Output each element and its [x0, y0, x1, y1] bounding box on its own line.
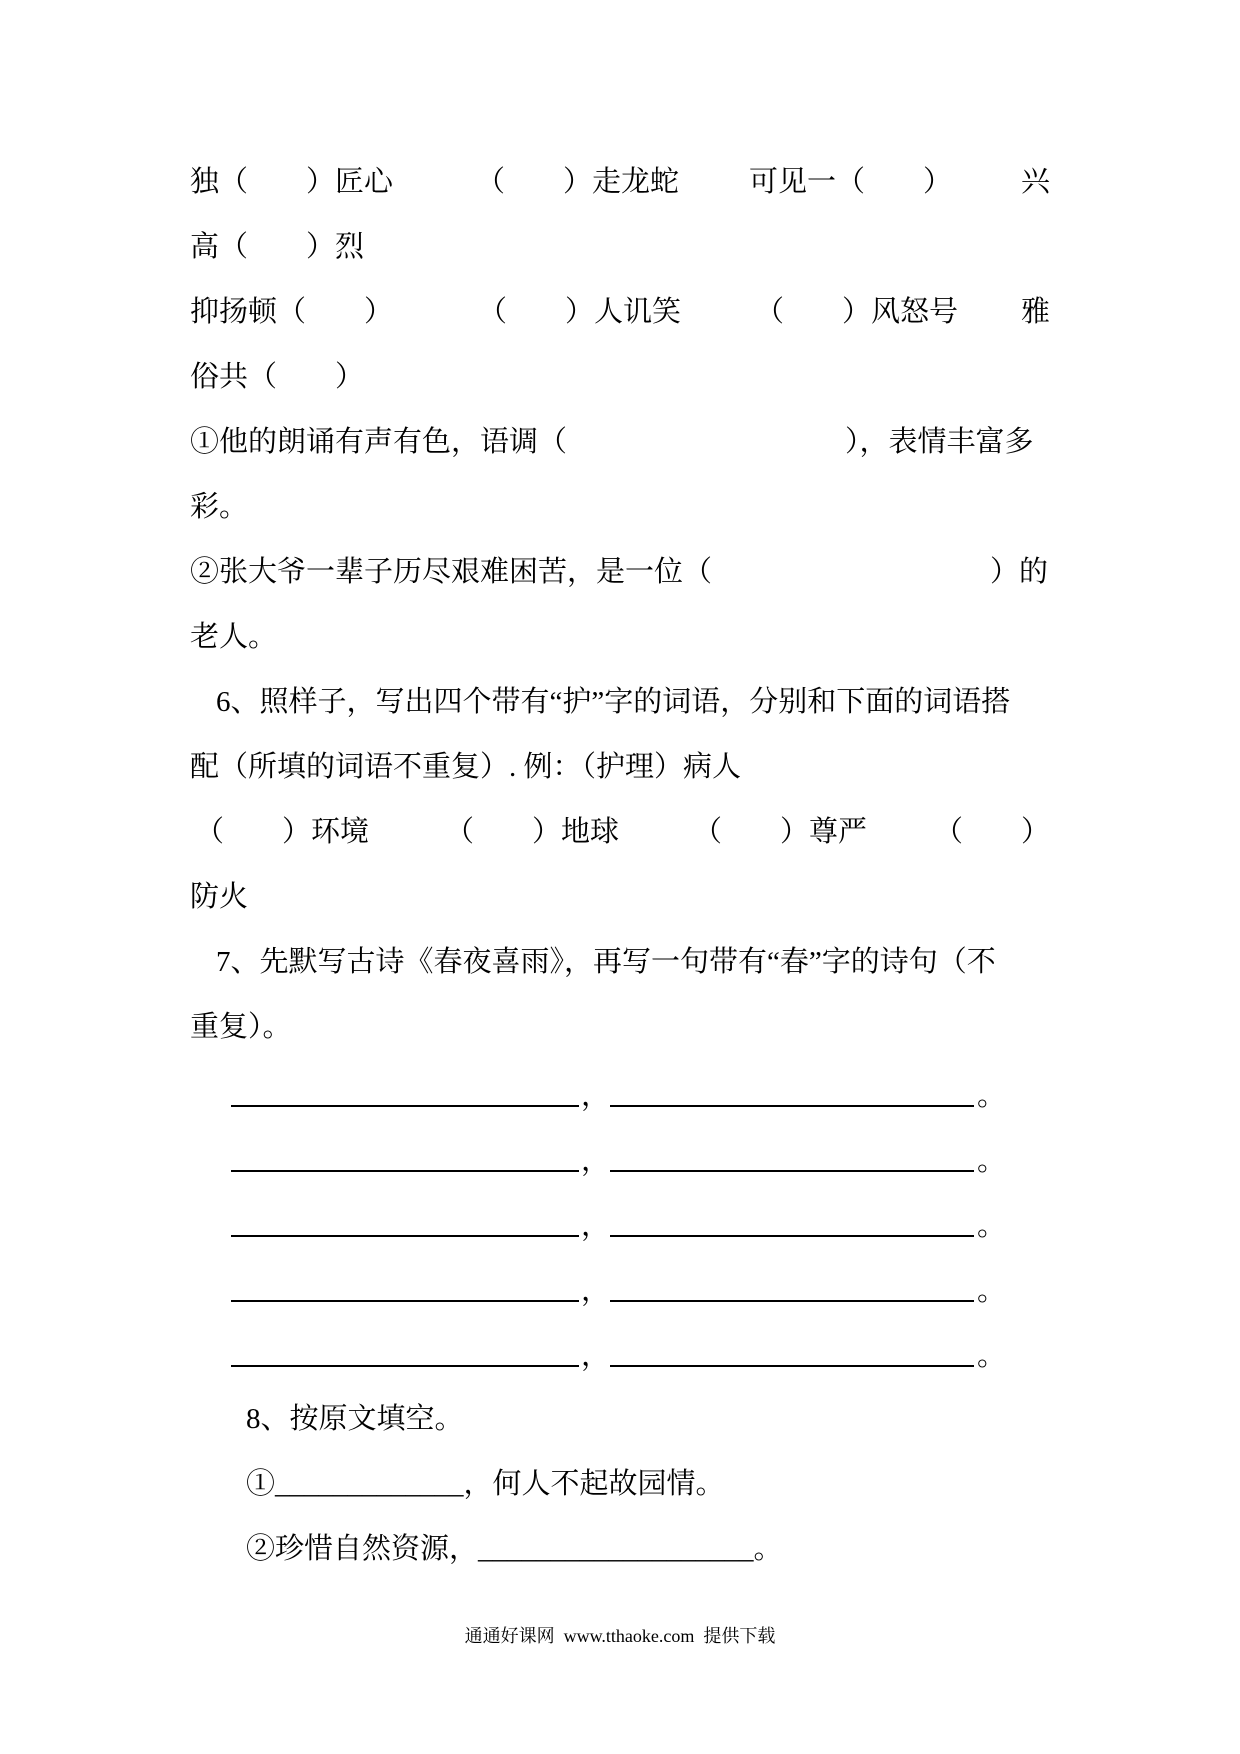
answer-underline: [610, 1300, 974, 1302]
answer-period: 。: [977, 1080, 1007, 1112]
word-blank: 防火: [190, 881, 249, 913]
idiom-blank: 俗共（ ）: [190, 361, 365, 393]
idiom-blank: 雅: [1021, 296, 1051, 328]
answer-comma: ，: [581, 1080, 611, 1112]
answer-underline: [231, 1300, 579, 1302]
sentence-line: ）的: [990, 556, 1049, 588]
answer-period: 。: [977, 1275, 1007, 1307]
answer-underline: [231, 1235, 579, 1237]
answer-period: 。: [977, 1340, 1007, 1372]
question-7-stem: 重复）。: [190, 1011, 292, 1043]
idiom-blank: （ ）人讥笑: [478, 296, 682, 328]
answer-row: [0, 1271, 1240, 1311]
idiom-blank: （ ）走龙蛇: [476, 166, 680, 198]
idiom-blank: 可见一（ ）: [749, 166, 953, 198]
answer-underline: [231, 1105, 579, 1107]
idiom-blank: 独（ ）匠心: [190, 166, 394, 198]
answer-period: 。: [977, 1145, 1007, 1177]
answer-underline: [610, 1365, 974, 1367]
fill-in-item: ②珍惜自然资源，___________________。: [246, 1533, 783, 1565]
answer-row: [0, 1336, 1240, 1376]
answer-underline: [610, 1170, 974, 1172]
idiom-blank: 高（ ）烈: [190, 231, 365, 263]
answer-row: [0, 1141, 1240, 1181]
answer-comma: ，: [581, 1340, 611, 1372]
word-blank: （ ）尊严: [693, 816, 868, 848]
answer-row: [0, 1076, 1240, 1116]
sentence-line: ），表情丰富多: [845, 426, 1034, 458]
fill-in-item: ①_____________，何人不起故园情。: [246, 1468, 725, 1500]
answer-row: [0, 1206, 1240, 1246]
answer-comma: ，: [581, 1275, 611, 1307]
answer-comma: ，: [581, 1145, 611, 1177]
answer-underline: [231, 1170, 579, 1172]
sentence-line: ①他的朗诵有声有色，语调（: [190, 426, 568, 458]
footer-source: 通通好课网 www.tthaoke.com 提供下载: [464, 1626, 776, 1646]
word-blank: （ ）环境: [195, 816, 370, 848]
answer-underline: [231, 1365, 579, 1367]
question-8-title: 8、按原文填空。: [246, 1403, 464, 1435]
sentence-line: ②张大爷一辈子历尽艰难困苦，是一位（: [190, 556, 713, 588]
answer-underline: [610, 1235, 974, 1237]
question-6-stem: 配（所填的词语不重复）. 例：（护理）病人: [190, 751, 742, 783]
idiom-blank: 抑扬顿（ ）: [190, 296, 394, 328]
question-7-stem: 7、先默写古诗《春夜喜雨》，再写一句带有“春”字的诗句（不: [216, 946, 996, 978]
word-blank: （ ）: [934, 816, 1051, 848]
question-6-stem: 6、照样子，写出四个带有“护”字的词语，分别和下面的词语搭: [216, 686, 1011, 718]
sentence-line: 彩。: [190, 491, 249, 523]
word-blank: （ ）地球: [445, 816, 620, 848]
answer-underline: [610, 1105, 974, 1107]
idiom-blank: （ ）风怒号: [755, 296, 959, 328]
idiom-blank: 兴: [1021, 166, 1051, 198]
sentence-line: 老人。: [190, 621, 278, 653]
answer-comma: ，: [581, 1210, 611, 1242]
answer-period: 。: [977, 1210, 1007, 1242]
